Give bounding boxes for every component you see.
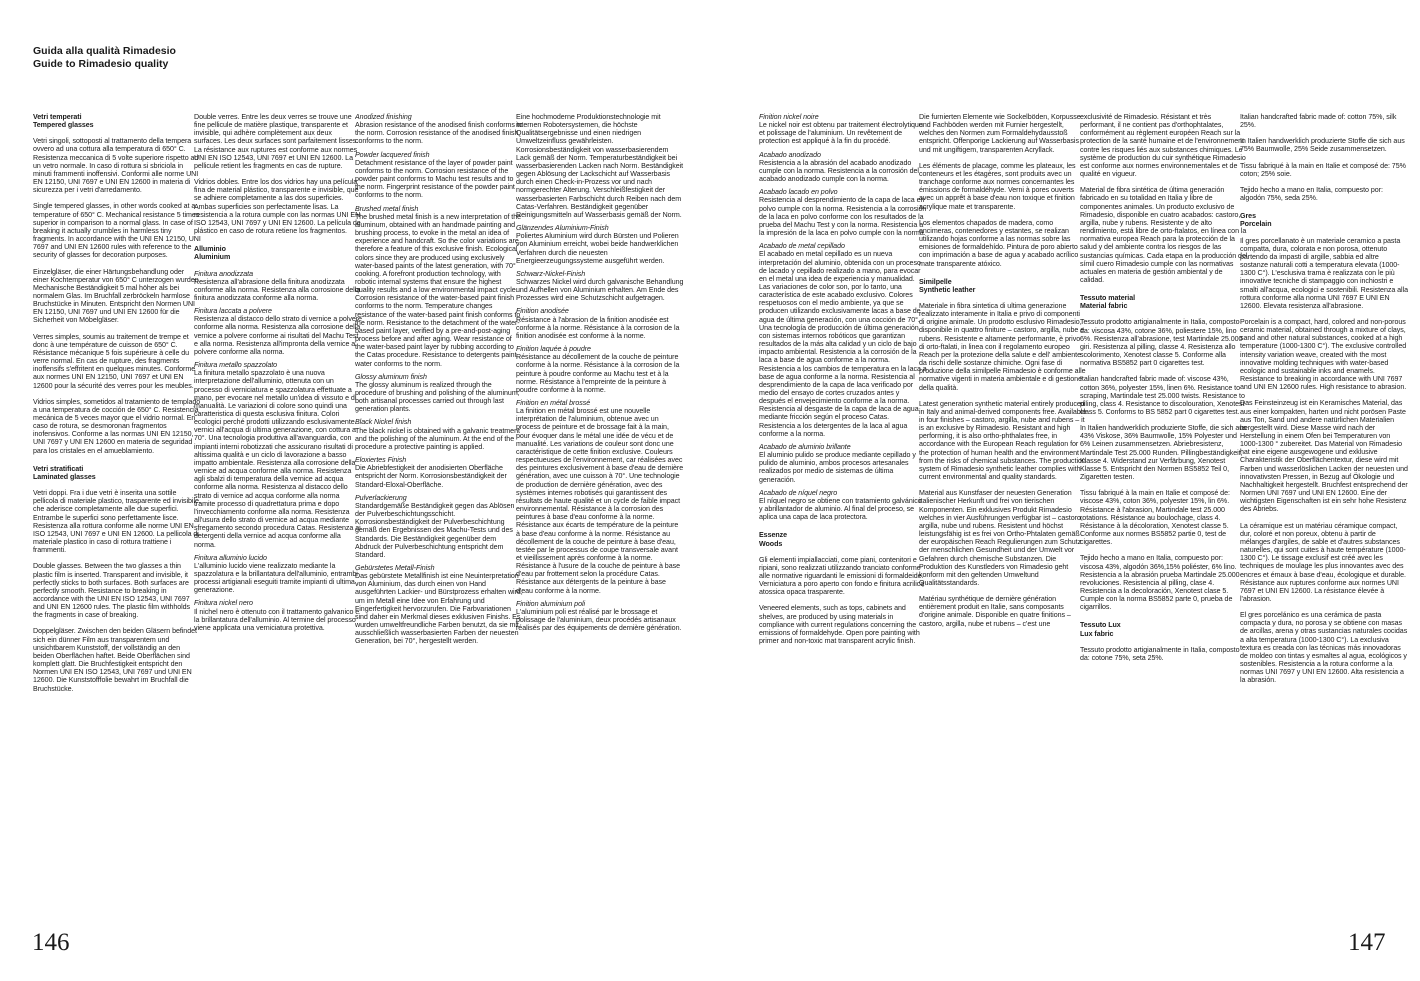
- text-column-6: [919, 113, 1087, 918]
- section-heading: Vetri stratificati Laminated glasses: [33, 464, 96, 481]
- header-title-en: Guide to Rimadesio quality: [33, 58, 169, 70]
- body-text: Detachment resistance of the layer of powder paint conforms to the norm. Corrosion resistance of the powder paint conforms to Machu test results and to the norm. Fingerprint resistance of the powder paint conforms to the norm.: [355, 158, 515, 200]
- paragraph: In Italien handwerklich produzierte Stoffe die sich aus 75% Baumwolle, 25% Seide zusammensetzen.: [1240, 137, 1405, 154]
- body-text: L'alluminio lucido viene realizzato mediante la spazzolatura e la brillantatura dell'alluminio, entrambi processi artigianali eseguiti tramite impianti di ultima generazione.: [194, 561, 358, 595]
- body-text: El acabado en metal cepillado es un nueva interpretación del aluminio, obtenida con un proceso de lacado y cepillado realizado a mano, para evocar en el metal una idea de experiencia y manualidad. Las variaciones de color son, por lo tanto, una característica de este acabado exclusivo. Colores respetuosos con el medio ambiente, ya que se producen utilizando exclusivamente lacas a base de agua de última generación, con una cocción de 70°. Una tecnología de producción de última generación, con sistemas internos robóticos que garantizan resultados de la más alta calidad y un ciclo de bajo impacto ambiental. Resistencia a la corrosión de la laca a base de agua conforme a la norma. Resistencia a los cambios de temperatura en la laca a base de agua conforme a la norma. Resistencia al desprendimiento de la capa de laca verificado por medio del ensayo de cortes cruzados antes y después el envejecimiento conforme a la norma. Resistencia al desgaste de la capa de laca de agua mediante fricción según el proceso Catas. Resistencia a los detergentes de la laca al agua conforme a la norma.: [759, 250, 927, 438]
- subheading: Finitura laccata a polvere: [194, 307, 272, 316]
- text-column-5: [759, 113, 927, 918]
- subheading: Finition anodisée: [516, 307, 569, 316]
- subheading: Acabado de metal cepillado: [759, 242, 845, 251]
- body-text: El aluminio pulido se produce mediante cepillado y pulido de aluminio, ambos procesos artesanales realizados por medio de sistemas de última generación.: [759, 451, 916, 484]
- text-column-2: [194, 113, 362, 918]
- paragraph: Vetri singoli, sottoposti al trattamento della tempera ovvero ad una cottura alla temperatura di 650° C. Resistenza meccanica di 5 volte superiore rispetto ad un vetro normale. In caso di rottura si sbriciola in minuti frammenti inoffensivi. Conformi alle norme UNI EN 12150, UNI 7697 e UNI EN 12600 in materia di sicurezza per i vetri d'arredamento.: [33, 137, 199, 195]
- body-text: Poliertes Aluminium wird durch Bürsten und Polieren von Aluminium erreicht, wobei beide handwerklichen Verfahren durch die neuesten Energieerzeugungssysteme ausgeführt werden.: [516, 232, 679, 265]
- subheading: Finitura metallo spazzolato: [194, 361, 278, 370]
- subheading: Acabado lacado en polvo: [759, 188, 838, 197]
- body-text: The glossy aluminum is realized through the procedure of brushing and polishing of the aluminum, both artisanal processes carried out through last generation plants.: [355, 380, 520, 414]
- paragraph: Italian handcrafted fabric made of: cotton 75%, silk 25%.: [1240, 113, 1397, 130]
- page-number-right: 147: [1348, 929, 1386, 956]
- paragraph: Tissu fabriqué à la main en Italie et composé de: viscose 43%, coton 36%, polyester 15%, lin 6%. Résistance à l'abrasion, Martindale test 25.000 rotations. Résistance au boulochage, class 4. Résistance à la décoloration, Xenotest classe 5. Conforme aux normes BS5852 partie 0, test de cigarettes.: [1080, 489, 1230, 547]
- paragraph: Die furnierten Elemente wie Sockelböden, Korpusse und Fachböden werden mit Furnier hergestellt, welches den Normen zum Formaldehydausstoß entspricht. Offenporige Lackierung auf Wasserbasis und mit ungiftigem, transparenten Acryllack.: [919, 113, 1081, 154]
- subheading: Acabado de aluminio brillante: [759, 442, 851, 451]
- subheading: Powder lacquered finish: [355, 150, 430, 159]
- subheading: Glänzendes Aluminium-Finish: [516, 224, 609, 233]
- body-text: Il nichel nero è ottenuto con il trattamento galvanico e la brillantatura dell'alluminio. Al termine del processo viene applicata una verniciatura protettiva.: [194, 607, 360, 632]
- paragraph: Material de fibra sintética de última generación fabricado en su totalidad en Italia y libre de componentes animales. Un producto exclusivo de Rimadesio, disponible en cuatro acabados: castoro, argilla, nube y rubens. Resistente y de alto rendimiento, está libre de orto-ftalatos, en línea con la normativa europea Reach para la protección de la salud y del ambiente contra los riesgos de las sustancias químicas. Cada etapa en la producción del símil cuero Rimadesio cumple con las normativas actuales en materia de gestión ambiental y de calidad.: [1080, 186, 1248, 284]
- paragraph: El gres porcelánico es una cerámica de pasta compacta y dura, no porosa y se obtiene con masas de arcillas, arena y otras sustancias naturales cocidas a alta temperatura (1000-1300 C°). La exclusiva textura es creada con las técnicas más innovadoras de moldeo con tintas y esmaltes al agua, ecológicos y sostenibles. Resistencia a la rotura conforme a la normas UNI 7697 y UNI EN 12600. Alta resistencia a la abrasión.: [1240, 611, 1408, 685]
- section-heading: Similpelle Synthetic leather: [919, 277, 976, 294]
- body-text: Abrasion resistance of the anodised finish conforms to the norm. Corrosion resistance of the anodised finish conforms to the norm.: [355, 121, 523, 146]
- paragraph: Double verres. Entre les deux verres se trouve une fine pellicule de matière plastique, transparente et invisible, qui adhère complètement aux deux surfaces. Les deux surfaces sont parfaitement lisses. La résistance aux ruptures est conforme aux normes UNI EN ISO 12543, UNI 7697 et UNI EN 12600. La pellicule retient les fragments en cas de rupture.: [194, 113, 359, 170]
- body-text: Le nickel noir est obtenu par traitement électrolytique et polissage de l'aluminium. Un revêtement de protection est appliqué à la fin du procédé.: [759, 121, 923, 146]
- body-text: El níquel negro se obtiene con tratamiento galvánico y abrillantador de aluminio. Al final del proceso, se aplica una capa de laca protectora.: [759, 496, 922, 522]
- text-column-1: [33, 113, 201, 918]
- body-text: La finition en métal brossé est une nouvelle interprétation de l'aluminium, obtenue avec un process de peinture et de brossage fait à la main, pour évoquer dans le métal une idée de vécu et de manualité. Les variations de couleur sont donc une caractéristique de cette finition exclusive. Couleurs respectueuses de l'environnement, car réalisées avec des peintures exclusivement à base d'eau de dernière génération, avec une cuisson à 70°. Une technologie de production de dernière génération, avec des systèmes internes robotisés qui garantissent des résultats de haute qualité et un cycle de faible impact environnemental. Résistance à la corrosion des peintures à base d'eau conforme à la norme. Résistance aux écarts de température de la peinture à base d'eau conforme à la norme. Résistance au décollement de la couche de peinture à base d'eau, testée par le processus de coupe transversale avant et vieillissement après conforme à la norme. Résistance à l'usure de la couche de peinture à base d'eau par frottement selon la procédure Catas. Résistance aux détergents de la peinture à base d'eau conforme à la norme.: [516, 407, 684, 595]
- paragraph: Tejido hecho a mano en Italia, compuesto por: viscosa 43%, algodón 36%,15% poliéster, 6% lino. Resistencia a la abrasión prueba Martindale 25.000 revoluciones. Resistencia al pilling, clase 4. Resistencia a la decoloración, Xenotest clase 5. Cumple con la norma BS5852 parte 0, prueba de cigarrillos.: [1080, 554, 1240, 612]
- page-number-left: 146: [32, 929, 70, 956]
- paragraph: Les éléments de placage, comme les plateaux, les conteneurs et les étagères, sont produits avec un tranchage conforme aux normes concernantes les émissions de formaldéhyde. Verni à pores ouverts avec un apprêt à base d'eau non toxique et finition acrylique mate et transparente.: [919, 161, 1076, 211]
- body-text: The brushed metal finish is a new interpretation of the aluminum, obtained with an handmade painting and brushing process, to evoke in the metal an idea of experience and handcraft. So the color variations are therefore a feature of this exclusive finish. Ecological colors since they are produced using exclusively water-based paints of the latest generation, with 70° cooking. A forefront production technology, with robotic internal systems that ensure the highest quality results and a low environmental impact cycle. Corrosion resistance of the water-based paint finish conforms to the norm. Temperature changes resistance of the water-based paint finish conforms to the norm. Resistance to the detachment of the water-based paint layer, verified by a pre-and-post-aging process before and after aging. Wear resistance of the water-based paint layer by rubbing according to the Catas procedure. Resistance to detergents paint water conforms to the norm.: [355, 212, 522, 368]
- body-text: La finitura metallo spazzolato è una nuova interpretazione dell'alluminio, ottenuta con un processo di verniciatura e spazzolatura effettuate a mano, per evocare nel metallo un'idea di vissuto e di manualità. Le variazioni di colore sono quindi una caratteristica di questa esclusiva finitura. Colori ecologici perché prodotti utilizzando esclusivamente vernici all'acqua di ultima generazione, con cottura a 70°. Una tecnologia produttiva all'avanguardia, con impianti interni robotizzati che assicurano risultati di altissima qualità e un ciclo di lavorazione a basso impatto ambientale. Resistenza alla corrosione della vernice ad acqua conforme alla norma. Resistenza agli sbalzi di temperatura della vernice ad acqua conforme alla norma. Resistenza al distacco dello strato di vernice ad acqua conforme alla norma tramite processo di quadrettatura prima e dopo l'invecchiamento conforme alla norma. Resistenza all'usura dello strato di vernice ad acqua mediante sfregamento secondo procedura Catas. Resistenza ai detergenti della vernice ad acqua conforme alla norma.: [194, 369, 361, 549]
- body-text: Die Abriebfestigkeit der anodisierten Oberfläche entspricht der Norm. Korrosionsbeständigkeit der Standard-Eloxal-Oberfläche.: [355, 464, 507, 489]
- subheading: Eloxiertes Finish: [355, 456, 407, 465]
- subheading: Finitura nickel nero: [194, 599, 253, 608]
- paragraph: Tessuto prodotto artigianalmente in Italia, composto da: viscosa 43%, cotone 36%, poliestere 15%, lino 6%. Resistenza all'abrasione, test Martindale 25.000 giri. Resistenza al pilling, classe 4. Resistenza allo scolorimento, Xenotest classe 5. Conforme alla normativa BS5852 part 0 cigarettes test.: [1080, 318, 1243, 368]
- page-header: [33, 45, 176, 71]
- header-title-it: Guida alla qualità Rimadesio: [33, 45, 176, 57]
- text-column-3: [355, 113, 523, 918]
- subheading: Pulverlackierung: [355, 493, 407, 502]
- paragraph: Einzelgläser, die einer Härtungsbehandlung oder einer Kochtemperatur von 650° C unterzogen wurden. Mechanische Beständigkeit 5 mal höher als bei normalem Glas. Im Bruchfall zerbröckeln harmlose Bruchstücke in Minuten. Entspricht den Normen UNI EN 12150, UNI 7697 und UNI EN 12600 für die Sicherheit von Möbelgläser.: [33, 267, 201, 325]
- paragraph: Matériau synthétique de dernière génération entièrement produit en Italie, sans composants d'origine animale. Disponible en quatre finitions – castoro, argilla, nube et rubens – c'est une: [919, 595, 1071, 628]
- paragraph: Latest generation synthetic material entirely produced in Italy and animal-derived components free. Available in four finishes – castoro, argilla, nube and rubens – it is an exclusive by Rimadesio. Resistant and high performing, it is also ortho-phthalates free, in accordance with the European Reach regulation for the protection of human health and the environment from the risks of chemical substances. The production system of Rimadesio synthetic leather complies with current environmental and quality standards.: [919, 399, 1087, 482]
- subheading: Finition nickel noire: [759, 113, 819, 121]
- paragraph: Single tempered glasses, in other words cooked at a temperature of 650° C. Mechanical resistance 5 times superior in comparison to a normal glass. In case of breaking it actually crumbles in harmless tiny fragments. In accordance with the UNI EN 12150, UNI 7697 and UNI EN 12600 rules with reference to the security of glasses for decoration purposes.: [33, 202, 201, 260]
- paragraph: Il gres porcellanato è un materiale ceramico a pasta compatta, dura, colorata e non porosa, ottenuto partendo da impasti di argille, sabbia ed altre sostanze naturali cotti a temperatura elevata (1000-1300 C°). L'esclusiva trama è realizzata con le più innovative tecniche di stampaggio con inchiostri e smalti all'acqua, ecologici e sostenibili. Resistenza alla rottura conforme alla norma UNI 7697 E UNI EN 12600. Elevata resistenza all'abrasione.: [1240, 236, 1408, 310]
- subheading: Anodized finishing: [355, 113, 412, 121]
- body-text: Eine hochmoderne Produktionstechnologie mit internen Robotersystemen, die höchste Qualitätsergebnisse und einen niedrigen Umweltzeinfluss gewährleisten. Korrosionsbeständigkeit von wasserbasierendem Lack gemäß der Norm. Temperaturbeständigkeit bei wasserbasierenden Lacken nach Norm. Beständigkeit gegen Ablösung der Lackschicht auf Wasserbasis durch einen Check-in-Prozess vor und nach normgerechter Alterung. Verschleißfestigkeit der wasserbasierten Farbschicht durch Reiben nach dem Catas-Verfahren. Beständigkeit gegenüber Reinigungsmitteln auf Wasserbasis gemäß der Norm.: [516, 113, 684, 219]
- subheading: Black Nickel finish: [355, 418, 412, 427]
- body-text: The black nickel is obtained with a galvanic treatment and the polishing of the aluminum. At the end of the procedure a protective painting is applied.: [355, 426, 520, 451]
- body-text: L'aluminium poli est réalisé par le brossage et polissage de l'aluminium, deux procédés artisanaux réalisés par des équipements de dernière génération.: [516, 607, 682, 633]
- paragraph: Tejido hecho a mano en Italia, compuesto por: algodón 75%, seda 25%.: [1240, 185, 1383, 203]
- paragraph: Vidrios dobles. Entre los dos vidrios hay una película fina de material plástico, transparente e invisible, que se adhiere completamente a las dos superficies. Ambas superficies son perfectamente lisas. La resistencia a la rotura cumple con las normas UNI EN ISO 12543, UNI 7697 y UNI EN 12600. La película de plástico en caso de rotura retiene los fragmentos.: [194, 178, 361, 236]
- subheading: Finitura anodizzata: [194, 269, 253, 278]
- paragraph: Das Feinsteinzeug ist ein Keramisches Material, das aus einer kompakten, harten und nicht porösen Paste aus Ton, Sand und andere natürlichen Materialien hergestellt wird. Diese Masse wird nach der Herstellung in einem Ofen bei Temperaturen von 1000-1300 ° zubereitet. Das Material von Rimadesio hat eine eigene ausgewogene und exklusive Charakteristik der Oberflächentextur, diese wird mit Farben und wasserlöslichen Lacken der neuesten und innovativsten Pressen, in Bezug auf Ökologie und Nachhaltigkeit hergestellt. Bruchfest entsprechend der Normen UNI 7697 und UNI EN 12600. Eine der wichtigsten Eigenschaften ist ein sehr hohe Resistenz des Abriebs.: [1240, 399, 1408, 514]
- subheading: Schwarz-Nickel-Finish: [516, 269, 586, 278]
- paragraph: Veneered elements, such as tops, cabinets and shelves, are produced by using materials in compliance with current regulations concerning the emissions of formaldehyde. Open pore painting with primer and non-toxic mat transparent acrylic finish.: [759, 604, 920, 646]
- paragraph: Gli elementi impiallacciati, come piani, contenitori e ripiani, sono realizzati utilizzando tranciato conforme alle normative riguardanti le emissioni di formaldeide. Verniciatura a poro aperto con fondo e finitura acrilica atossica opaca trasparente.: [759, 555, 925, 597]
- subheading: Acabado anodizado: [759, 150, 821, 159]
- subheading: Acabado de níquel negro: [759, 488, 838, 497]
- paragraph: In Italien handwerklich produzierte Stoffe, die sich aus 43% Viskose, 36% Baumwolle, 15% Polyester und 6% Leinen zusammensetzen. Abriebresistenz, Martindale Test 25.000 Runden. Pillingbeständigkeit, Klasse 4. Widerstand zur Verfärbung, Xenotest Klasse 5. Entspricht den Normen BS5852 Teil 0, Zigaretten testen.: [1080, 424, 1247, 482]
- body-text: Schwarzes Nickel wird durch galvanische Behandlung und Aufhellen von Aluminium erhalten. Am Ende des Prozesses wird eine Schutzschicht aufgetragen.: [516, 277, 684, 303]
- paragraph: Porcelain is a compact, hard, colored and non-porous ceramic material, obtained through a mixture of clays, sand and other natural substances, cooked at a high temperature (1000-1300 C°). The exclusive controlled intensity variation weave, created with the most innovative molding techniques with water-based ecologic and sustainable inks and enamels. Resistance to breaking in accordance with UNI 7697 and UNI EN 12600 rules. High resistance to abrasion.: [1240, 317, 1407, 392]
- subheading: Glossy aluminum finish: [355, 372, 427, 381]
- paragraph: La céramique est un matériau céramique compact, dur, coloré et non poreux, obtenu à partir de mélanges d'argiles, de sable et d'autres substances naturelles, qui sont cuites à haute température (1000-1300 C°). Le tissage exclusif est créé avec les techniques de moulage les plus innovantes avec des encres et émaux à base d'eau, écologique et durable. Résistance aux ruptures conforme aux normes UNI 7697 et UNI EN 12600. La résistance élevée à l'abrasion.: [1240, 521, 1406, 603]
- section-heading: Gres Porcelain: [1240, 212, 1272, 229]
- body-text: Resistenza al distacco dello strato di vernice a polvere conforme alla norma. Resistenza alla corrosione della vernice a polvere conforme ai risultati del Machu Test e alla norma. Resistenza all'impronta della vernice a polvere conforme alla norma.: [194, 315, 362, 356]
- body-text: Standardgemäße Beständigkeit gegen das Ablösen der Pulverbeschichtungsschicht. Korrosionsbeständigkeit der Pulverbeschichtung gemäß den Ergebnissen des Machu-Tests und des Standards. Die Beständigkeit gegenüber dem Abdruck der Pulverbeschichtung entspricht dem Standard.: [355, 501, 515, 559]
- paragraph: Material aus Kunstfaser der neuesten Generation italienischer Herkunft und frei von tierischen Komponenten. Ein exklusives Produkt Rimadesio welches in vier Ausführungen verfügbar ist – castoro, argilla, nube und rubens. Resistent und höchst leistungsfähig ist es frei von Ortho-Phtalaten gemäß der europäischen Reach Regulierungen zum Schutz der menschlichen Gesundheit und der Umwelt vor Gefahren durch chemische Substanzen. Die Produktion des Kunstleders von Rimadesio geht konform mit den geltenden Umweltund Qualitätsstandards.: [919, 489, 1083, 587]
- subheading: Gebürstetes Metall-Finish: [355, 563, 435, 572]
- paragraph: Materiale in fibra sintetica di ultima generazione realizzato interamente in Italia e privo di componenti di origine animale. Un prodotto esclusivo Rimadesio, disponibile in quattro finiture – castoro, argilla, nube e rubens. Resistente e altamente performante, è privo di orto-ftalati, in linea con il regolamento europeo Reach per la protezione della salute e dell' ambiente da rischi delle sostanze chimiche. Ogni fase di produzione della similpelle Rimadesio è conforme alle normative vigenti in materia ambientale e di gestione della qualità.: [919, 301, 1086, 392]
- section-heading: Tessuto material Material fabric: [1080, 294, 1136, 311]
- body-text: Das gebürstete Metallfinish ist eine Neuinterpretation von Aluminium, das durch einen von Hand ausgeführten Lackier- und Bürstprozess erhalten wird, um im Metall eine Idee von Erfahrung und Fingerfertigkeit hervorzurufen. Die Farbvariationen sind daher ein Merkmal dieses exklusiven Finishs. Es wurden umweltfreundliche Farben benutzt, da sie mit ausschließlich wasserbasierten Farben der neuesten Generation, bei 70°, hergestellt werden.: [355, 572, 523, 646]
- body-text: Résistance au décollement de la couche de peinture conforme à la norme. Résistance à la corrosion de la peinture à poudre conforme au Machu test et à la norme. Résistance à l'empreinte de la peinture à poudre conforme à la norme.: [516, 353, 680, 394]
- section-heading: Alluminio Aluminium: [194, 245, 231, 262]
- paragraph: Tessuto prodotto artigianalmente in Italia, composto da: cotone 75%, seta 25%.: [1080, 645, 1240, 662]
- section-heading: Essenze Woods: [759, 531, 788, 548]
- body-text: Resistencia a la abrasión del acabado anodizado cumple con la norma. Resistencia a la corrosión del acabado anodizado cumple con la norma.: [759, 158, 919, 184]
- paragraph: Los elementos chapados de madera, como encimeras, contenedores y estantes, se realizan utilizando hojas conforme a las normas sobre las emisiones de formaldehído. Pintura de poro abierto con imprimación a base de agua y acabado acrílico mate transparente atóxico.: [919, 218, 1079, 268]
- subheading: Brushed metal finish: [355, 204, 419, 213]
- subheading: Finition aluminium poli: [516, 599, 586, 608]
- body-text: Resistenza all'abrasione della finitura anodizzata conforme alla norma. Resistenza alla corrosione della finitura anodizzata conforme alla norma.: [194, 277, 361, 302]
- paragraph: Verres simples, soumis au traitement de trempe et donc à une température de cuisson de 650° C. Résistance mécanique 5 fois supérieure à celle du verre normal. En cas de rupture, des fragments inoffensifs s'effritent en quelques minutes. Conforme aux normes UNI EN 12150, UNI 7697 et UNI EN 12600 pour la sécurité des verres pour les meubles.: [33, 332, 196, 390]
- paragraph: Double glasses. Between the two glasses a thin plastic film is inserted. Transparent and invisible, it perfectly sticks to both surfaces. Both surfaces are perfectly smooth. Resistance to breaking in accordance with the UNI EN ISO 12543, UNI 7697 and UNI EN 12600 rules. The plastic film withholds the fragments in case of breaking.: [33, 562, 191, 620]
- subheading: Finition en métal brossé: [516, 399, 591, 407]
- body-text: Resistencia al desprendimiento de la capa de laca en polvo cumple con la norma. Resistencia a la corrosión de la laca en polvo conforme con los resultados de la prueba del Machu Test y con la norma. Resistencia a la impresión de la laca en polvo cumple con la norma.: [759, 196, 927, 238]
- text-column-4: [516, 113, 684, 918]
- subheading: Finition laquée à poudre: [516, 345, 591, 354]
- text-column-7: [1080, 113, 1248, 918]
- body-text: Résistance à l'abrasion de la finition anodisée est conforme à la norme. Résistance à la corrosion de la finition anodisée est conforme à la norme.: [516, 315, 680, 340]
- paragraph: Vidrios simples, sometidos al tratamiento de templado a una temperatura de cocción de 650° C. Resistencia mecánica de 5 veces mayor que el vidrio normal. En caso de rotura, se desmoronan fragmentos inofensivos. Conforme a las normas UNI EN 12150, UNI 7697 y UNI EN 12600 en materia de seguridad para los cristales en el amueblamiento.: [33, 397, 201, 455]
- paragraph: Italian handcrafted fabric made of: viscose 43%, cotton 36%, polyester 15%, linen 6%. Resistance to scraping, Martindale test 25.000 twists. Resistance to piling, class 4. Resistance to discolouration, Xenotest class 5. Conforms to BS 5852 part 0 cigarettes test.: [1080, 375, 1245, 416]
- paragraph: exclusivité de Rimadesio. Résistant et très performant, il ne contient pas d'orthophtalates, conformément au règlement européen Reach sur la protection de la santé humaine et de l'environnement contre les risques liés aux substances chimiques. Le système de production du cuir synthétique Rimadesio est conforme aux normes environnementales et de qualité en vigueur.: [1080, 113, 1246, 179]
- subheading: Finitura alluminio lucido: [194, 553, 267, 562]
- paragraph: Doppelgläser. Zwischen den beiden Gläsern befindet sich ein dünner Film aus transparentem und unsichtbarem Kunststoff, der vollständig an den beiden Oberflächen haftet. Beide Oberflächen sind komplett glatt. Die Bruchfestigkeit entspricht den Normen UNI EN ISO 12543, UNI 7697 und UNI EN 12600. Die Kunststofffolie bewahrt im Bruchfall die Bruchstücke.: [33, 627, 197, 693]
- paragraph: Tissu fabriqué à la main en Italie et composé de: 75% coton; 25% soie.: [1240, 161, 1406, 178]
- section-heading: Tessuto Lux Lux fabric: [1080, 621, 1121, 638]
- section-heading: Vetri temperati Tempered glasses: [33, 113, 94, 130]
- text-column-8: [1240, 113, 1408, 918]
- paragraph: Vetri doppi. Fra i due vetri è inserita una sottile pellicola di materiale plastico, trasparente ed invisibile, che aderisce completamente alle due superfici. Entrambe le superfici sono perfettamente lisce. Resistenza alla rottura conforme alle norme UNI EN ISO 12543, UNI 7697 e UNI EN 12600. La pellicola di materiale plastico in caso di rottura trattiene i frammenti.: [33, 489, 201, 555]
